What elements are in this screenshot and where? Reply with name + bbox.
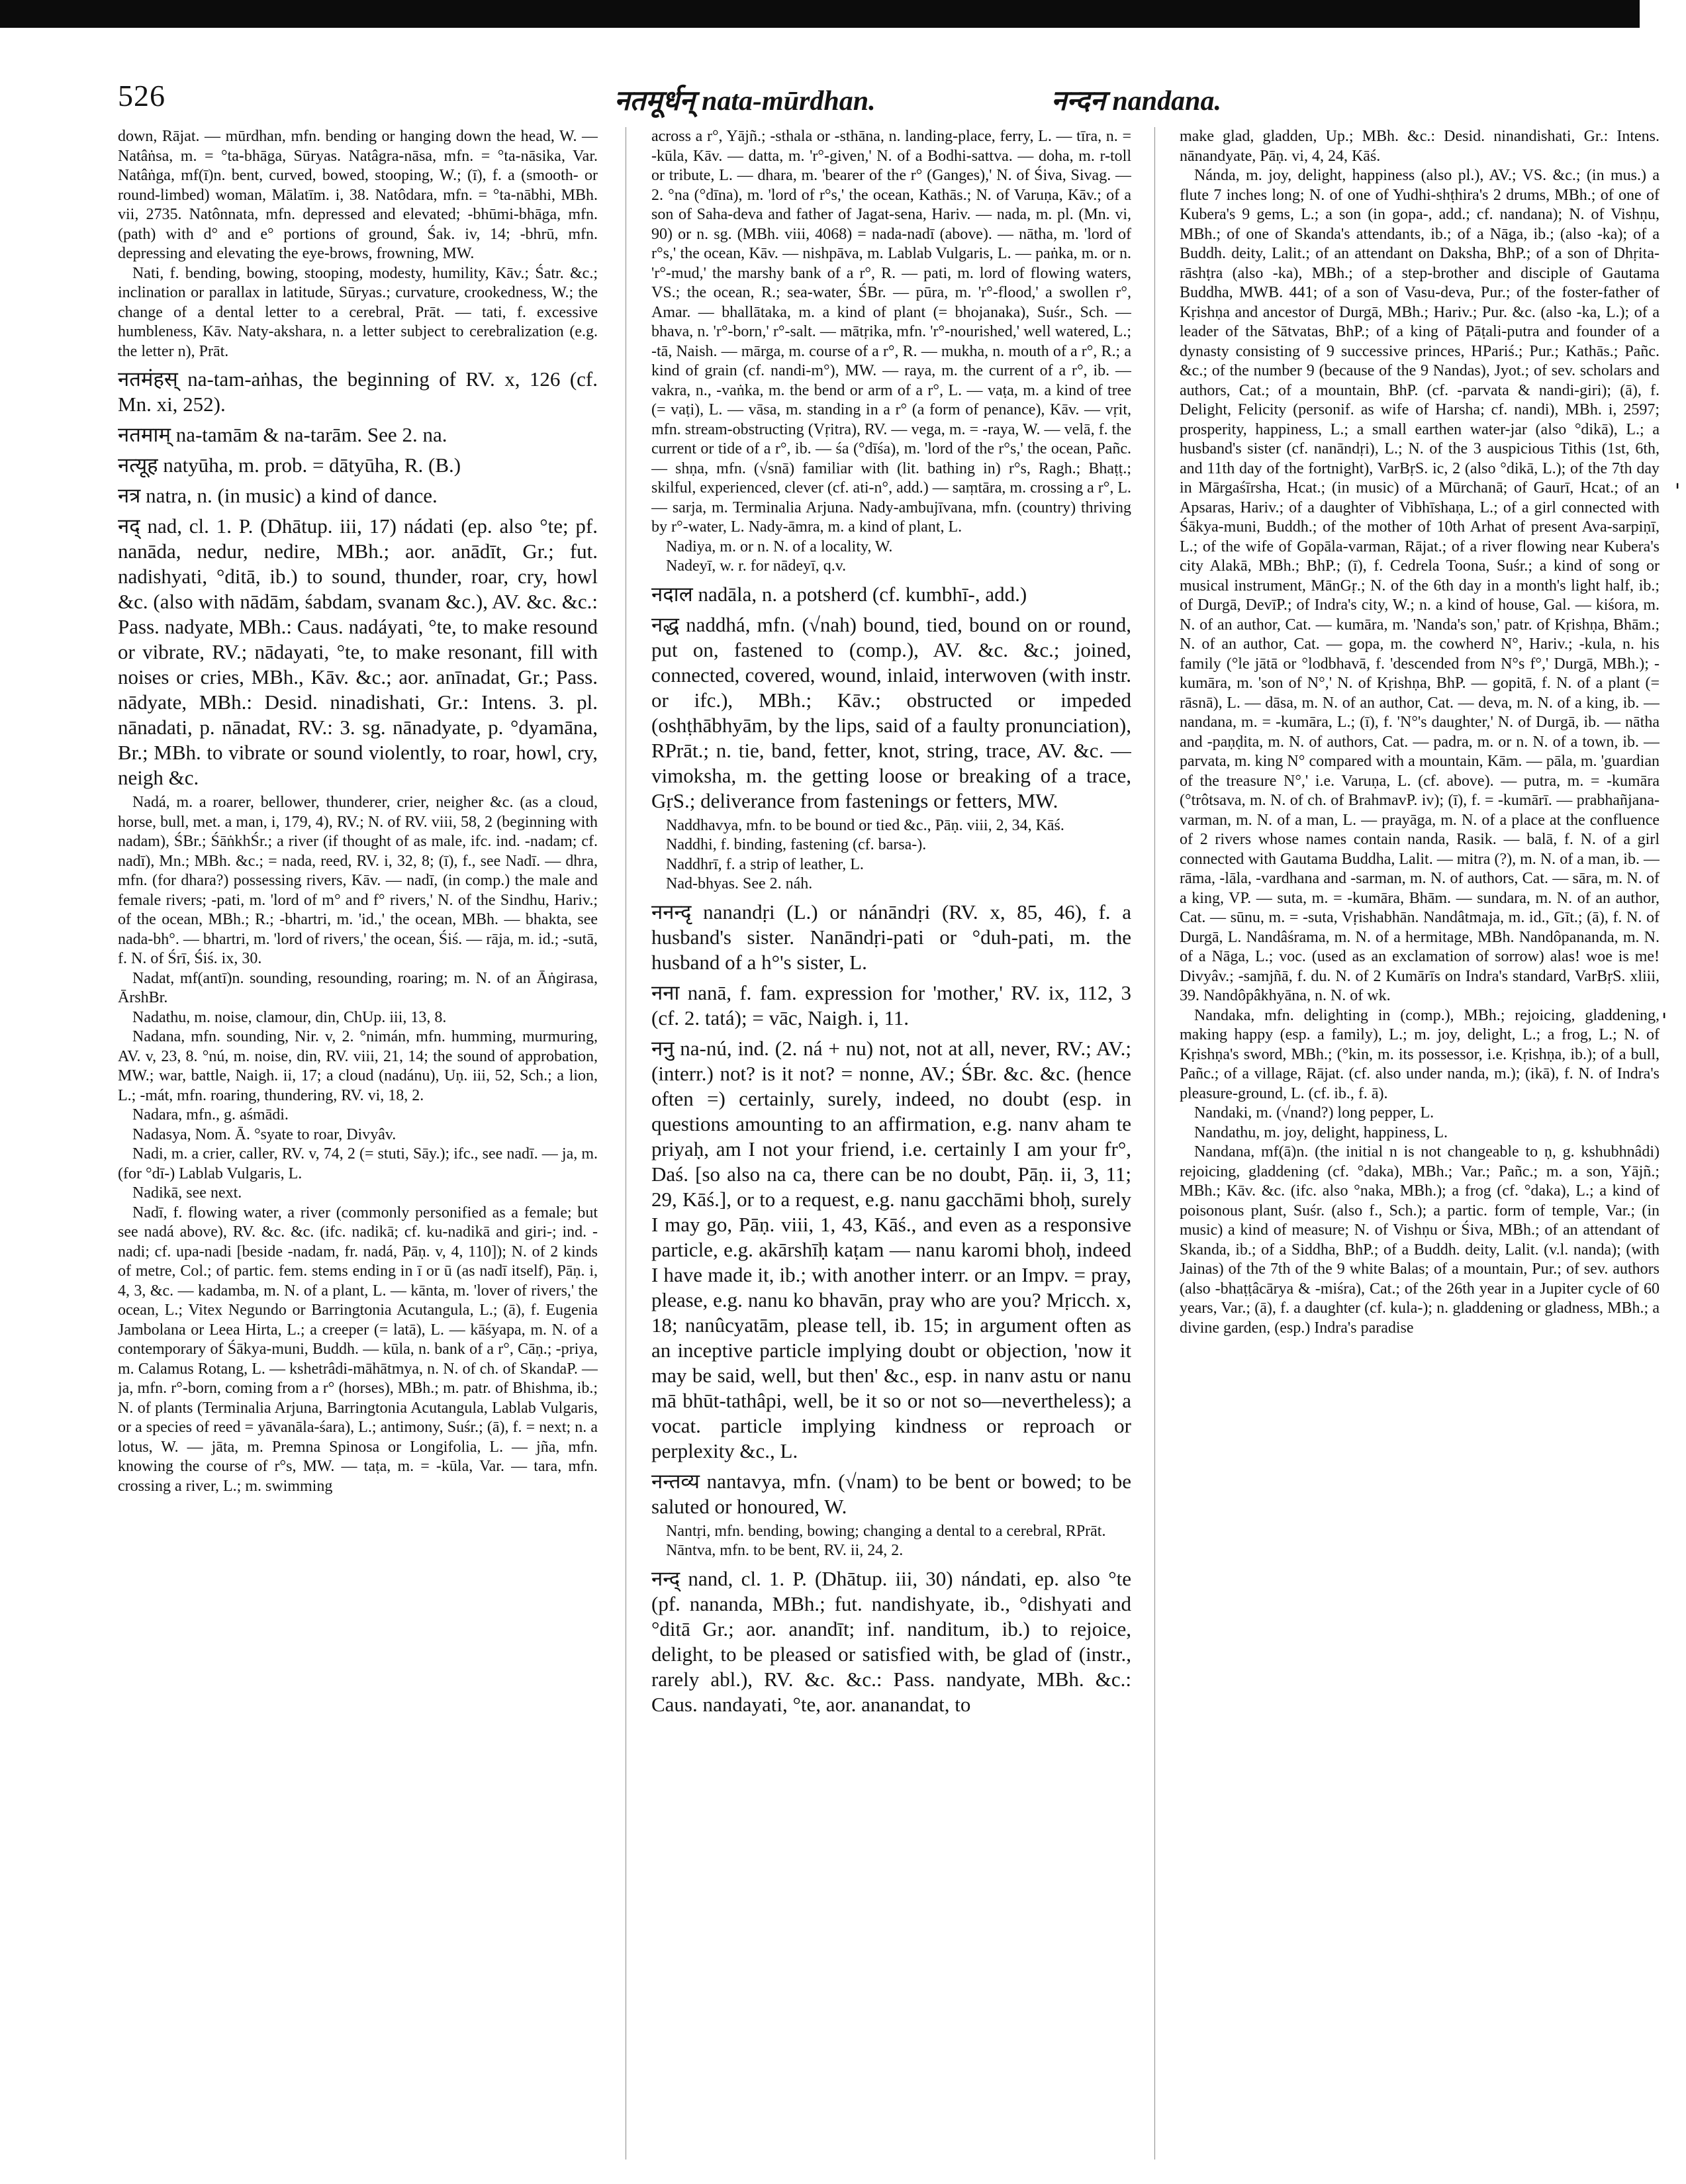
dictionary-entry: Nánda, m. joy, delight, happiness (also pl.), AV.; VS. &c.; (in mus.) a flute 7 inches long; N. of one of Yudhi-shṭhira's 2 drums, MBh.; of one of Kubera's 9 gems, L.; a son (in gopa-, add.; cf. nandana); N. of Vishṇu, MBh.; of one of Skanda's attendants, ib.; of a Nāga, ib.; (also -ka); of a Buddh. deity, Lalit.; of an attendant on Daksha, BhP.; of a son of Dhṛita-rāshṭra (also -ka), MBh.; of a step-brother and disciple of Gautama Buddha, MWB. 441; of a son of Vasu-deva, Pur.; of the foster-father of Kṛishṇa and ancestor of Durgā, MBh.; Hariv.; Pur. &c. (also -ka, L.); of a leader of the Sātvatas, BhP.; of a king of Pāṭali-putra and founder of a dynasty consisting of 9 successive princes, HPariś.; Pur.; Kathās.; Pañc. &c.; of the number 9 (because of the 9 Nandas), Jyot.; of sev. scholars and authors, Cat.; of a mountain, BhP. (cf. -parvata & nandi-giri); (ā), f. Delight, Felicity (personif. as wife of Harsha; cf. nandi), MBh. i, 2597; prosperity, happiness, L.; a small earthen water-jar (also °dikā), L.; a husband's sister (cf. nanāndṛi), L.; N. of the 3 auspicious Tithis (1st, 6th, and 11th day of the fortnight), VarBṛS. ic, 2 (also °dikā, L.); of the 7th day in Mārgaśīrsha, Hcat.; (in music) of a Mūrchanā; of Gaurī, Hcat.; of an Apsaras, Hariv.; of a daughter of Vibhīshaṇa, L.; of a girl connected with Śākya-muni, Buddh.; of the mother of 10th Arhat of present Ava-sarpiṇī, L.; of the wife of Gopāla-varman, Rājat.; of a river flowing near Kubera's city Alakā, MBh.; BhP.; (ī), f. Cedrela Toona, Suśr.; a kind of song or musical instrument, MānGṛ.; N. of the 6th day in a month's light half, ib.; of Durgā, DevīP.; of Indra's city, W.; n. a kind of house, Gal. — kiśora, m. N. of an author, Cat. — kumāra, m. 'Nanda's son,' patr. of Kṛishṇa, Bhām.; N. of an author, Cat. — gopa, m. the cowherd N°, Hariv.; -kula, n. his family (°le jātā or °lodbhavā, f. 'descended from N°s f°,' Durgā, MBh.); -kumāra, m. 'son of N°,' N. of Kṛishṇa, BhP. — gopitā, f. N. of a plant (= rāsnā), L. — dāsa, m. N. of an author, Cat. — deva, m. N. of a king, ib. — nandana, m. = -kumāra, L.; (ī), f. 'N°'s daughter,' N. of Durgā, ib. — nātha and -paṇḍita, m. N. of authors, Cat. — padra, m. or n. N. of a town, ib. — parvata, m. king N° compared with a mountain, Kām. — pāla, m. 'guardian of the treasure N°,' i.e. Varuṇa, L. (cf. above). — putra, m. = -kumāra (°trôtsava, m. N. of ch. of BrahmavP. iv); (ī), f. = -kumārī. — prabhañjana-varman, m. N. of a man, L. — prayāga, m. N. of a place at the confluence of 2 rivers whose names contain nanda, Rasik. — balā, f. N. of a girl connected with Gautama Buddha, Lalit. — mitra (?), m. N. of a man, ib. — rāma, -lāla, -vardhana and -sarman, m. N. of authors, Cat. — sāra, m. N. of a king, VP. — suta, m. = -kumāra, Bhām. — sundara, m. N. of an author, Cat. — sūnu, m. = -suta, Vṛishabhān. Nandâtmaja, m. id., Gīt.; (ā), f. N. of Durgā, L. Nandâśrama, m. N. of a hermitage, MBh. Nandôpananda, m. N. of a Nāga, L.; voc. (used as an exclamation of sorrow) alas! woe is me! Divyâv.; -samjñā, f. du. N. of 2 Kumārīs on Indra's standard, VarBṛS. xliii, 39. Nandôpâkhyāna, n. N. of wk. [1180,167,1660,1004]
dictionary-entry: Naddhi, f. binding, fastening (cf. barsa-). [666,836,927,853]
running-headword-left: नतमूर्धन् nata-mūrdhan. [614,86,876,117]
column-right [1180,127,1660,2166]
margin-tick-mark: ' [1675,480,1681,503]
dictionary-entry: Nadá, m. a roarer, bellower, thunderer, crier, neigher &c. (as a cloud, horse, bull, met. a man, i, 179, 4), RV.; N. of RV. viii, 58, 2 (beginning with nadam), ŚBr.; ŚāṅkhŚr.; a river (if thought of as male, ifc. ind. -nadam; cf. nadī), Mn.; MBh. &c.; = nada, reed, RV. i, 32, 8; (ī), f., see Nadī. — dhra, mfn. (for dhara?) possessing rivers, Kāv. — nadī, (in comp.) the male and female rivers; -pati, m. 'lord of m° and f° rivers,' N. of the Sindhu, Hariv.; of the ocean, MBh.; R.; -bhartri, m. 'id.,' the ocean, MBh. — bhakta, see nada-bh°. — bhartri, m. 'lord of rivers,' the ocean, Śiś. — rāja, m. id.; -sutā, f. N. of Śrī, Śiś. ix, 30. [118,794,598,967]
dictionary-entry: Naddhrī, f. a strip of leather, L. [666,855,864,873]
dictionary-entry: Nadara, mfn., g. aśmādi. [132,1106,289,1123]
dictionary-entry: नना nanā, f. fam. expression for 'mother,' RV. ix, 112, 3 (cf. 2. tatá); = vāc, Naigh. i, 11. [651,980,1131,1029]
dictionary-entry: Nadat, mf(antī)n. sounding, resounding, roaring; m. N. of an Āṅgirasa, ĀrshBr. [118,969,598,1006]
scan-top-edge [0,0,1686,28]
dictionary-entry: नन्द् nand, cl. 1. P. (Dhātup. iii, 30) nándati, ep. also °te (pf. nananda, MBh.; fut. nandishyate, ib., °dishyati and °ditā Gr.; aor. anandīt; inf. nanditum, ib.) to rejoice, delight, to be pleased or satisfied with, be glad of (instr., rarely abl.), RV. &c. &c.: Pass. nandyate, MBh. &c.: Caus. nandayati, °te, aor. ananandat, to [651,1566,1131,1716]
dictionary-entry: Nati, f. bending, bowing, stooping, modesty, humility, Kāv.; Śatr. &c.; inclination or parallax in latitude, Sūryas.; curvature, crookedness, W.; the change of a dental letter to a cerebral, Prāt. — tati, f. excessive humbleness, Kāv. Naty-akshara, n. a letter subject to cerebralization (e.g. the letter n), Prāt. [118,264,598,360]
dictionary-entry: Nadasya, Nom. Ā. °syate to roar, Divyâv. [132,1125,397,1143]
page-number: 526 [118,79,165,113]
running-headword-right: नन्दन nandana. [1051,86,1221,117]
dictionary-entry: Nadi, m. a crier, caller, RV. v, 74, 2 (= stuti, Sāy.); ifc., see nadī. — ja, m. (for °dī-) Lablab Vulgaris, L. [118,1145,598,1182]
dictionary-entry: down, Rājat. — mūrdhan, mfn. bending or hanging down the head, W. — Natâṅsa, m. = °ta-bhāga, Sūryas. Natâgra-nāsa, mfn. = °ta-nāsika, Var. Natâṅga, mf(ī)n. bent, curved, bowed, stooping, W.; (ī), f. a (smooth- or round-limbed) woman, Mālatīm. i, 38. Natôdara, mfn. = °ta-nābhi, MBh. vii, 2735. Natônnata, mfn. depressed and elevated; -bhūmi-bhāga, mfn. (path) with d° and e° portions of ground, Śak. iv, 14; -bhrū, mfn. depressing and elevating the eye-brows, frowning, MW. [118,128,598,262]
dictionary-columns [118,127,1660,2166]
scan-corner [1640,0,1686,28]
dictionary-entry: नतमंहस् na-tam-aṅhas, the beginning of RV. x, 126 (cf. Mn. xi, 252). [118,367,598,416]
dictionary-entry: Nandathu, m. joy, delight, happiness, L. [1194,1123,1448,1141]
dictionary-entry: Naddhavya, mfn. to be bound or tied &c., Pāṇ. viii, 2, 34, Kāś. [666,816,1064,834]
dictionary-entry: across a r°, Yājñ.; -sthala or -sthāna, n. landing-place, ferry, L. — tīra, n. = -kūla, Kāv. — datta, m. 'r°-given,' N. of a Bodhi-sattva. — doha, m. r-toll or tribute, L. — dhara, m. 'bearer of the r° (Ganges),' N. of Śiva, Sivag. — 2. °na (°dīna), m. 'lord of r°s,' the ocean, Kathās.; N. of Varuṇa, Kāv.; of a son of Saha-deva and father of Jagat-sena, Hariv. — nada, m. pl. (Mn. vi, 90) or n. sg. (MBh. viii, 4068) = nada-nadī (above). — nātha, m. 'lord of r°s,' the ocean, Kāv. — nishpāva, m. Lablab Vulgaris, L. — paṅka, m. or n. 'r°-mud,' the marshy bank of a r°, R. — pati, m. lord of flowing waters, VS.; the ocean, R.; sea-water, ŚBr. — pūra, m. 'r°-flood,' a swollen r°, Amar. — bhallātaka, m. a kind of plant (= bhojanaka), Suśr., Sch. — bhava, n. 'r°-born,' r°-salt. — mātṛika, mfn. 'r°-nourished,' well watered, L.; -tā, Naish. — mārga, m. course of a r°, R. — mukha, n. mouth of a r°, R.; a kind of grain (cf. nandi-m°), MW. — raya, m. the current of a r°, ib. — vakra, n., -vaṅka, m. the bend or arm of a r°, L. — vaṭa, m. a kind of tree (= vaṭi), L. — vāsa, m. standing in a r° (a form of penance), Kāv. — vṛit, mfn. stream-obstructing (Vṛitra), RV. — vega, m. = -raya, W. — velā, f. the current or tide of a r°, ib. — śa (°dīśa), m. 'lord of the r°s,' the ocean, Pañc. — shṇa, mfn. (√snā) familiar with (lit. bathing in) r°s, Ragh.; Bhaṭṭ.; skilful, experienced, clever (cf. ati-n°, add.) — saṃtāra, m. crossing a r°, L. — sarja, m. Terminalia Arjuna. Nady-ambujīvana, mfn. (country) thriving by r°-water, L. Nady-āmra, m. a kind of plant, L. [651,128,1131,536]
dictionary-entry: Nad-bhyas. See 2. náh. [666,875,813,892]
dictionary-entry: नदाल nadāla, n. a potsherd (cf. kumbhī-, add.) [651,582,1027,606]
dictionary-entry: Nadathu, m. noise, clamour, din, ChUp. iii, 13, 8. [132,1008,447,1026]
page-header [118,71,1660,124]
dictionary-entry: Nadana, mfn. sounding, Nir. v, 2. °nimán, mfn. humming, murmuring, AV. v, 23, 8. °nú, m. noise, din, RV. viii, 21, 14; the sound of approbation, MW.; war, battle, Naigh. ii, 17; a cloud (nadánu), Uṇ. iii, 52, Sch.; a lion, L.; -mát, mfn. roaring, thundering, RV. vi, 18, 2. [118,1028,598,1104]
dictionary-entry: Nantṛi, mfn. bending, bowing; changing a dental to a cerebral, RPrāt. [666,1522,1106,1540]
dictionary-entry: ननन्दृ nanandṛi (L.) or nánāndṛi (RV. x, 85, 46), f. a husband's sister. Nanāndṛi-pati or °duh-pati, m. the husband of a h°'s sister, L. [651,900,1131,974]
dictionary-entry: ननु na-nú, ind. (2. ná + nu) not, not at all, never, RV.; AV.; (interr.) not? is it not? = nonne, AV.; ŚBr. &c. &c. (hence often =) certainly, surely, indeed, no doubt (esp. in questions amounting to an affirmation, e.g. nanv aham te priyaḥ, am I not your friend, i.e. certainly I am your fr°, Daś. [so also na ca, there can be no doubt, Pāṇ. ii, 3, 11; 29, Kāś.], or to a request, e.g. nanu gacchāmi bhoḥ, surely I may go, Pāṇ. viii, 1, 43, Kāś., and even as a responsive particle, e.g. akārshīḥ kaṭam — nanu karomi bhoḥ, indeed I have made it, ib.; with another interr. or an Impv. = pray, please, e.g. nanu ko bhavān, pray who are you? Mṛicch. x, 18; nanûcyatām, please tell, ib. 15; in argument often as an inceptive particle implying doubt or objection, 'now it may be said, well, but then' &c., esp. in nanv astu or nanu mā bhūt-tathâpi, well, be it so or not so—nevertheless); a vocat. particle implying kindness or reproach or perplexity &c., L. [651,1036,1131,1462]
dictionary-entry: नद् nad, cl. 1. P. (Dhātup. iii, 17) nádati (ep. also °te; pf. nanāda, nedur, nedire, MBh.; aor. anādīt, Gr.; fut. nadishyati, °ditā, ib.) to sound, thunder, roar, cry, howl &c. (also with nādām, śabdam, svanam &c.), AV. &c. &c.: Pass. nadyate, MBh.: Caus. nadáyati, °te, to make resound or vibrate, RV.; nādayati, °te, to make resonant, fill with noises or cries, MBh., Kāv. &c.; aor. anīnadat, Gr.; Pass. nādyate, MBh.: Desid. ninadishati, Gr.: Intens. 3. pl. nānadati, p. nānadat, RV.: 3. sg. nānadyate, p. °dyamāna, Br.; MBh. to vibrate or sound violently, to roar, howl, cry, neigh &c. [118,514,598,789]
dictionary-entry: Nāntva, mfn. to be bent, RV. ii, 24, 2. [666,1542,904,1559]
dictionary-entry: Nandaki, m. (√nand?) long pepper, L. [1194,1104,1434,1121]
margin-tick-mark: ' [1662,1010,1667,1033]
dictionary-entry: नतमाम् na-tamām & na-tarām. See 2. na. [118,423,447,446]
dictionary-entry: Nadeyī, w. r. for nādeyī, q.v. [666,557,847,575]
dictionary-entry: नद्ध naddhá, mfn. (√nah) bound, tied, bound on or round, put on, fastened to (comp.), AV. &c. &c.; joined, connected, covered, wound, inlaid, interwoven (with instr. or ifc.), MBh.; Kāv.; obstructed or impeded (oshṭhābhyām, by the lips, said of a faulty pronunciation), RPrāt.; n. tie, band, fetter, knot, string, trace, AV. &c. — vimoksha, m. the getting loose or breaking of a trace, GṛS.; deliverance from fastenings or fetters, MW. [651,612,1131,812]
column-divider [1154,127,1155,2160]
dictionary-entry: Nandana, mf(ā)n. (the initial n is not changeable to ṇ, g. kshubhnâdi) rejoicing, gladdening (cf. °daka), MBh.; Var.; Pañc.; m. a son, Yājñ.; MBh.; Kāv. &c. (ifc. also °naka, MBh.); a frog (cf. °daka), L.; a kind of poisonous plant, Suśr. (also f., Sch.); a partic. form of temple, Var.; (in music) a kind of measure; N. of Vishṇu or Śiva, MBh.; of an attendant of Skanda, ib.; of a Siddha, BhP.; of a Buddh. deity, Lalit. (v.l. nanda); (with Jainas) of the 7th of the 9 white Balas; of a mountain, Pur.; of sev. authors (also -bhaṭṭâcārya & -miśra), Cat.; of the 26th year in a Jupiter cycle of 60 years, Var.; (ā), f. a daughter (cf. kula-); n. gladdening or gladness, MBh.; a divine garden, (esp.) Indra's paradise [1180,1143,1660,1337]
dictionary-entry: Nadikā, see next. [132,1184,242,1202]
dictionary-entry: Nadiya, m. or n. N. of a locality, W. [666,538,893,555]
column-middle [651,127,1131,2166]
dictionary-entry: make glad, gladden, Up.; MBh. &c.: Desid. ninandishati, Gr.: Intens. nānandyate, Pāṇ. vi, 4, 24, Kāś. [1180,128,1660,165]
dictionary-entry: नन्तव्य nantavya, mfn. (√nam) to be bent or bowed; to be saluted or honoured, W. [651,1469,1131,1518]
column-left [118,127,598,2166]
dictionary-entry: Nandaka, mfn. delighting in (comp.), MBh.; rejoicing, gladdening, making happy (esp. a family), L.; m. joy, delight, L.; a frog, L.; N. of Kṛishṇa's sword, MBh.; (°kin, m. its possessor, i.e. Kṛishṇa, ib.); of a bull, Pañc.; of a village, Rājat. (cf. also under nanda, m.); (ikā), f. N. of Indra's pleasure-ground, L. (cf. ib., f. ā). [1180,1006,1660,1102]
dictionary-entry: Nadī, f. flowing water, a river (commonly personified as a female; but see nadá above), RV. &c. &c. (ifc. nadikā; cf. ku-nadikā and giri-; ind. -nadi; cf. upa-nadi [beside -nadam, fr. nadá, Pāṇ. v, 4, 110]); N. of 2 kinds of metre, Col.; of partic. fem. stems ending in ī or ū (as nadī itself), Pāṇ. i, 4, 3, &c. — kadamba, m. N. of a plant, L. — kānta, m. 'lover of rivers,' the ocean, L.; Vitex Negundo or Barringtonia Acutangula, L.; (ā), f. Eugenia Jambolana or Leea Hirta, L.; a creeper (= latā), L. — kāśyapa, m. N. of a contemporary of Śākya-muni, Buddh. — kūla, n. bank of a r°, Cāṇ.; -priya, m. Calamus Rotang, L. — kshetrâdi-māhātmya, n. N. of ch. of SkandaP. — ja, mfn. r°-born, coming from a r° (horses), MBh.; m. patr. of Bhishma, ib.; N. of plants (Terminalia Arjuna, Barringtonia Acutangula, Lablab Vulgaris, or a species of reed = yāvanāla-śara), L.; antimony, Suśr.; (ā), f. = next; n. a lotus, W. — jāta, m. Premna Spinosa or Longifolia, L. — jña, mfn. knowing the course of r°s, MW. — taṭa, m. = -kūla, Var. — tara, mfn. crossing a river, L.; m. swimming [118,1204,598,1495]
dictionary-entry: नत्र natra, n. (in music) a kind of dance. [118,484,438,507]
dictionary-entry: नत्यूह natyūha, m. prob. = dātyūha, R. (B.) [118,453,461,477]
